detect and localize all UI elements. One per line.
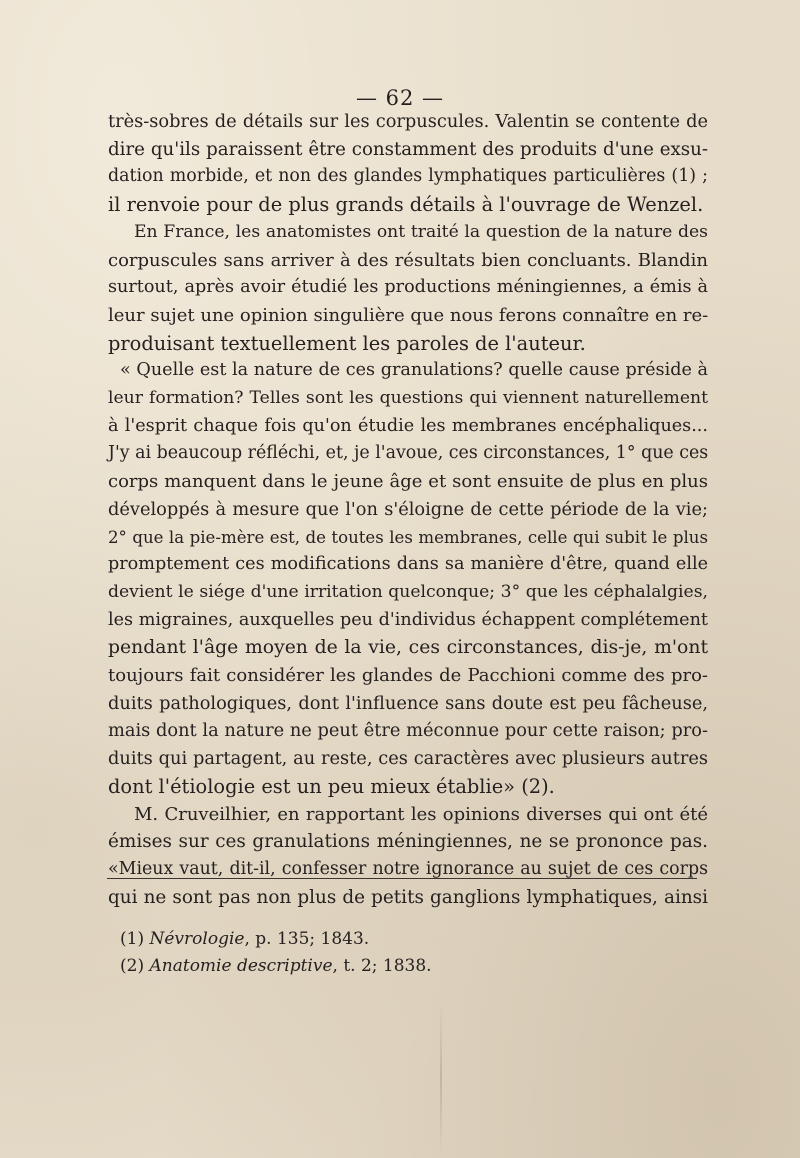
footnote-2 [120, 953, 432, 980]
text-line: dire qu'ils paraissent être constamment des produits d'une exsu- [108, 138, 708, 160]
paper-crease [440, 1000, 442, 1158]
text-line: duits qui partagent, au reste, ces caractères avec plusieurs autres [108, 748, 708, 770]
text-line: qui ne sont pas non plus de petits ganglions lymphatiques, ainsi [108, 886, 708, 908]
text-line: leur formation? Telles sont les questions qui viennent naturellement [108, 388, 708, 409]
text-line: J'y ai beaucoup réfléchi, et, je l'avoue, ces circonstances, 1° que ces [108, 443, 709, 464]
text-line: devient le siége d'une irritation quelconque; 3° que les céphalalgies, [108, 581, 708, 602]
text-line: surtout, après avoir étudié les productions méningiennes, a émis à [108, 277, 708, 298]
footnote-mark: (2) [120, 956, 145, 976]
footnote-title: Anatomie descriptive [149, 956, 333, 976]
text-line: En France, les anatomistes ont traité la question de la nature des [134, 221, 708, 242]
footnote-divider [107, 878, 697, 879]
footnote-title: Névrologie [149, 929, 245, 949]
text-line: toujours fait considérer les glandes de Pacchioni comme des pro- [108, 665, 708, 687]
text-line: il renvoie pour de plus grands détails à l'ouvrage de Wenzel. [108, 193, 704, 217]
text-line: 2° que la pie-mère est, de toutes les membranes, celle qui subit le plus [108, 527, 708, 547]
text-line: mais dont la nature ne peut être méconnue pour cette raison; pro- [108, 720, 708, 742]
text-line: développés à mesure que l'on s'éloigne de cette période de la vie; [108, 498, 708, 520]
text-line: très-sobres de détails sur les corpuscules. Valentin se contente de [108, 111, 708, 132]
page-number: — 62 — [355, 86, 445, 110]
text-line: duits pathologiques, dont l'influence sans doute est peu fâcheuse, [108, 692, 708, 714]
text-line: promptement ces modifications dans sa manière d'être, quand elle [108, 554, 708, 575]
body-text [108, 108, 708, 911]
footnote-mark: (1) [120, 929, 145, 949]
footnotes [120, 926, 432, 980]
text-line: «Mieux vaut, dit-il, confesser notre ignorance au sujet de ces corps [108, 858, 708, 879]
footnote-1 [120, 926, 432, 953]
footnote-citation: , p. 135; 1843. [244, 929, 370, 949]
text-line: « Quelle est la nature de ces granulations? quelle cause préside à [120, 360, 708, 381]
text-line: dont l'étiologie est un peu mieux établie» (2). [108, 774, 555, 798]
text-line: pendant l'âge moyen de la vie, ces circonstances, dis-je, m'ont [108, 637, 708, 659]
text-line: émises sur ces granulations méningiennes, ne se prononce pas. [108, 831, 708, 853]
text-line: dation morbide, et non des glandes lymphatiques particulières (1) ; [108, 166, 708, 187]
text-line: corps manquent dans le jeune âge et sont ensuite de plus en plus [108, 471, 708, 493]
text-line: les migraines, auxquelles peu d'individus échappent complétement [108, 609, 708, 630]
text-line: leur sujet une opinion singulière que nous ferons connaître en re- [108, 304, 709, 326]
footnote-citation: , t. 2; 1838. [332, 956, 432, 976]
text-line: corpuscules sans arriver à des résultats bien concluants. Blandin [108, 249, 708, 271]
text-line: produisant textuellement les paroles de l'auteur. [108, 331, 586, 355]
text-line: à l'esprit chaque fois qu'on étudie les membranes encéphaliques... [108, 415, 708, 436]
text-line: M. Cruveilhier, en rapportant les opinions diverses qui ont été [134, 803, 708, 825]
